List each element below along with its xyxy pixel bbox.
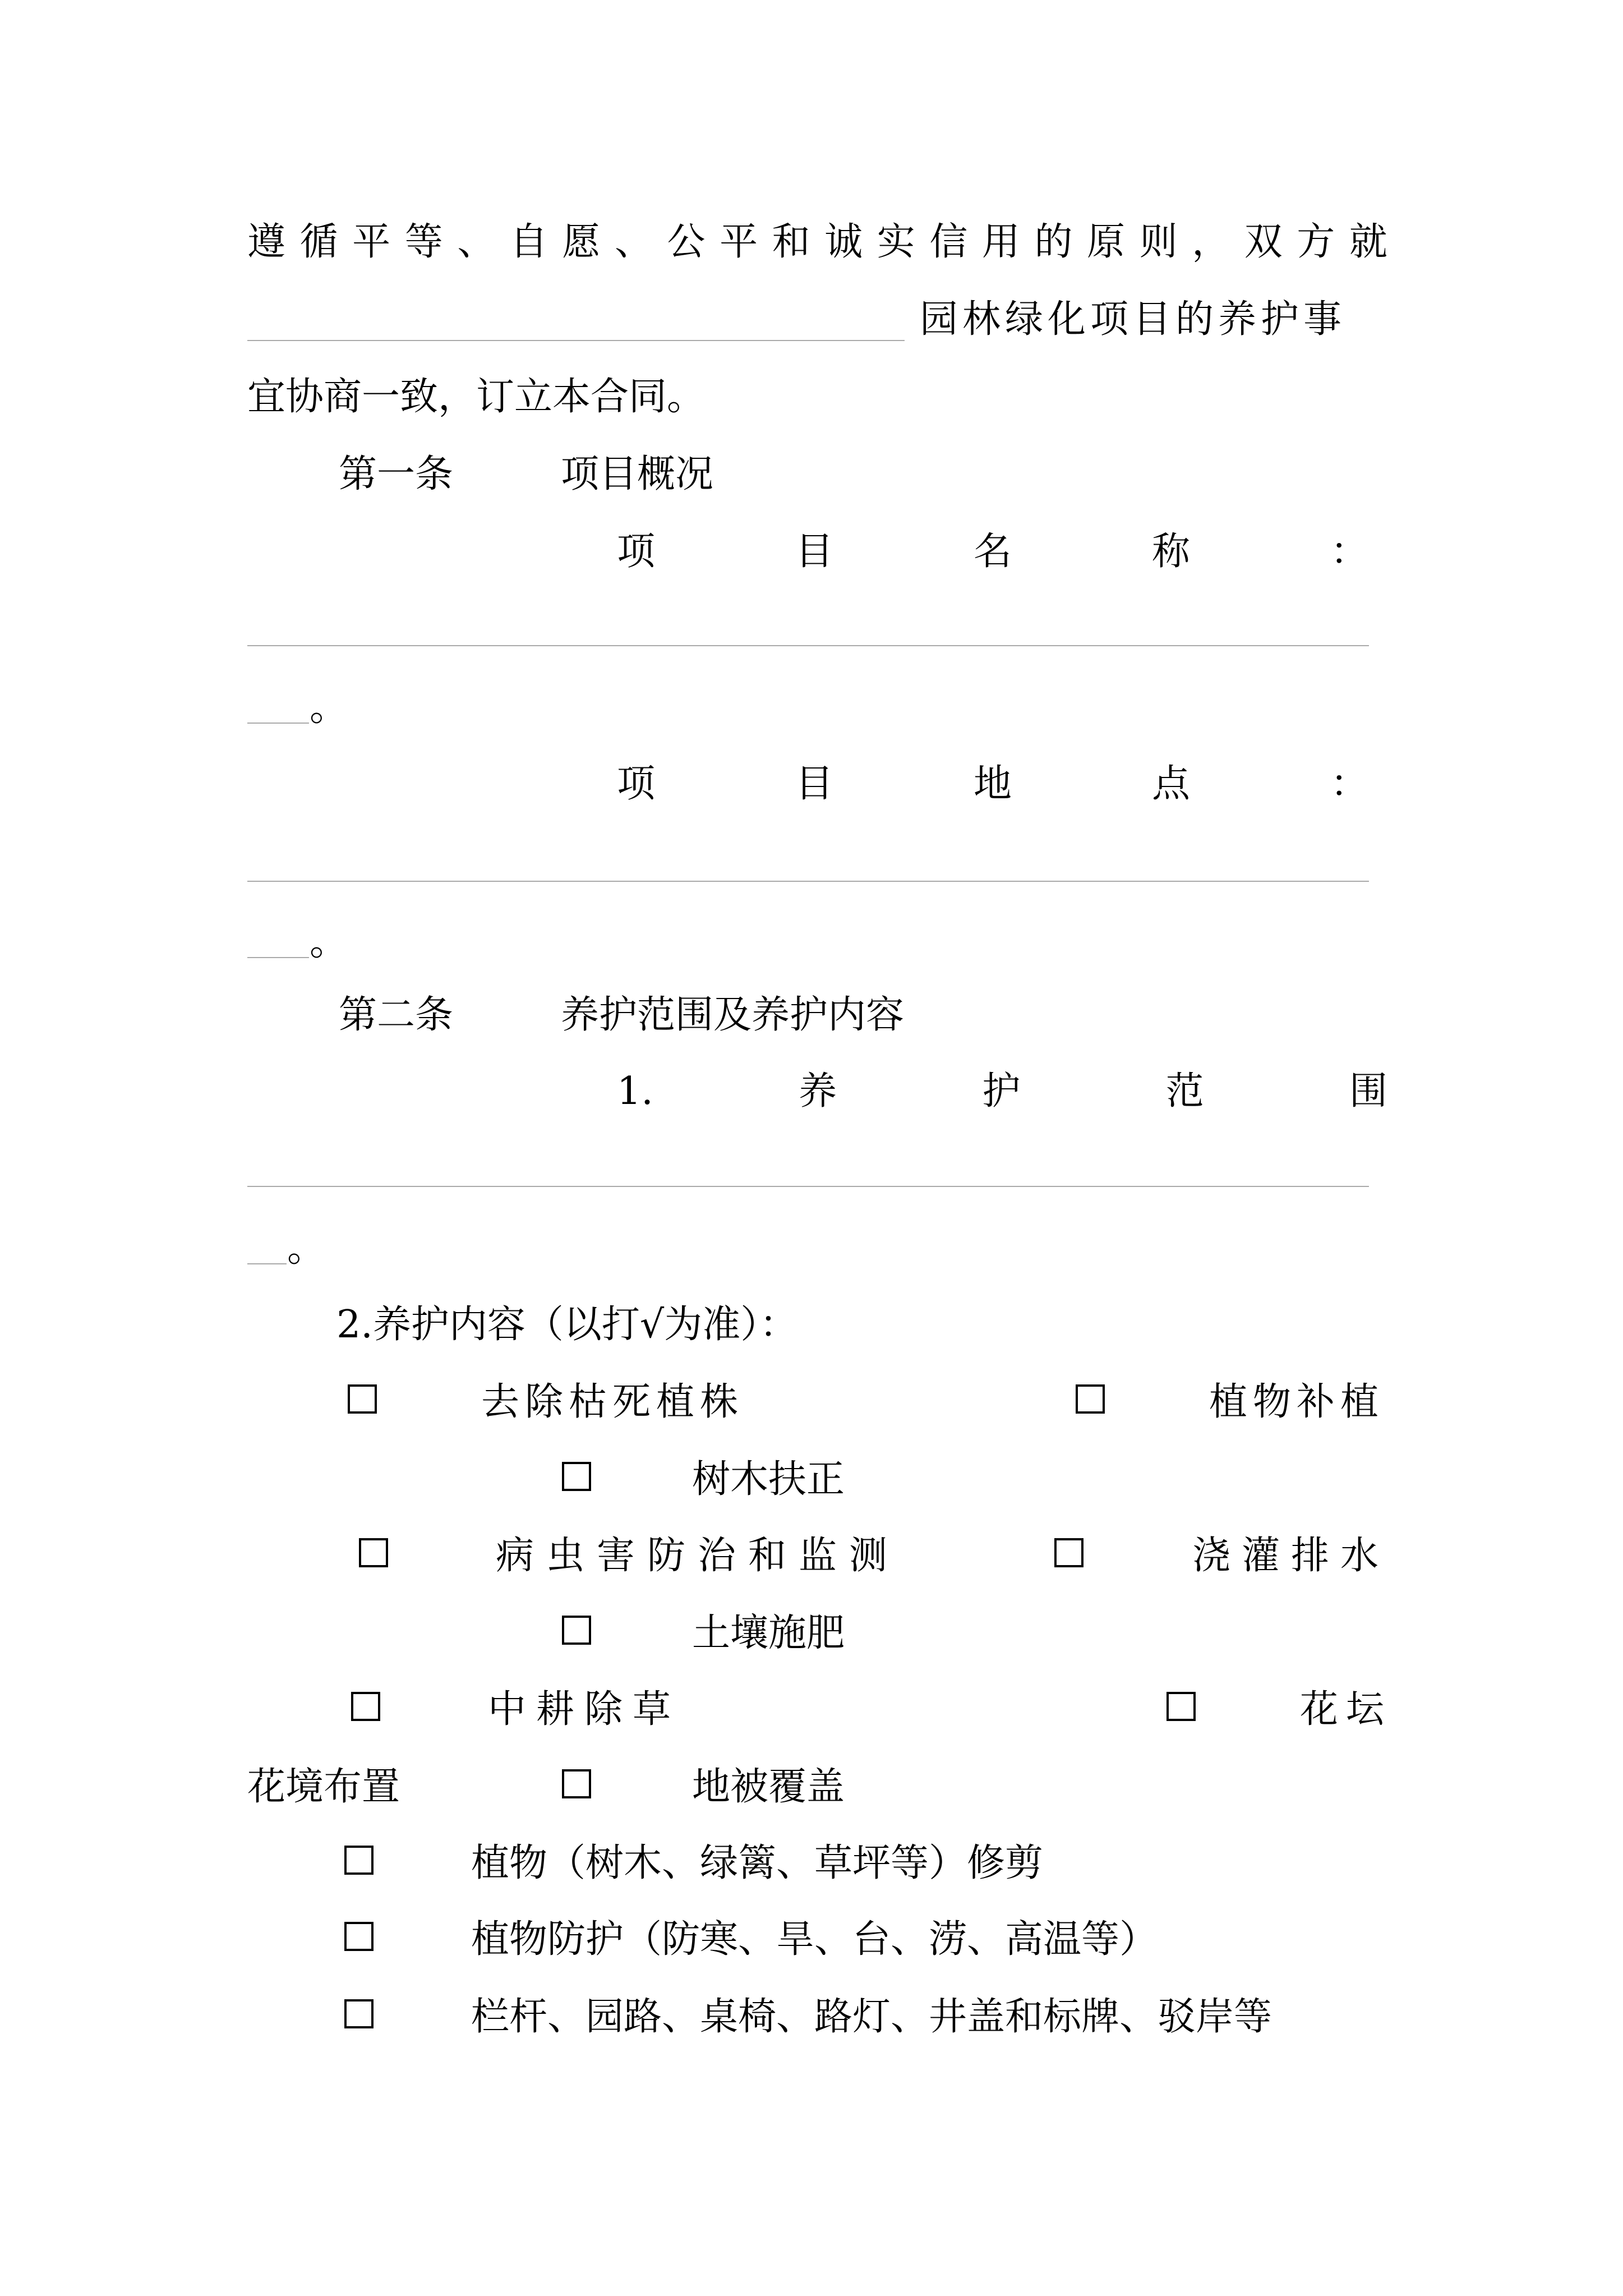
scope-label xyxy=(617,1069,1387,1114)
article-2-heading: 第二条 xyxy=(339,993,454,1037)
intro-line-1-char-20: 方 xyxy=(1297,220,1335,264)
item-facilities: 栏杆、园路、桌椅、路灯、井盖和标牌、驳岸等 xyxy=(471,1995,1272,2039)
intro-line-1-char-6: 愿 xyxy=(562,220,601,264)
project-location-label-char-2: 地 xyxy=(973,762,1012,806)
intro-line-1-char-15: 的 xyxy=(1034,220,1073,264)
item-ground-cover: 地被覆盖 xyxy=(692,1765,845,1809)
item-weeding: 中耕除草 xyxy=(488,1687,681,1732)
intro-line-1-char-7: 、 xyxy=(614,220,653,264)
checkbox-straighten[interactable] xyxy=(562,1462,591,1491)
checkbox-facilities[interactable] xyxy=(344,1999,374,2028)
scope-label-part-0: 1. xyxy=(617,1069,653,1114)
project-location-label-char-1: 目 xyxy=(795,762,833,806)
project-name-label xyxy=(617,530,1368,574)
article-2-title: 养护范围及养护内容 xyxy=(561,993,905,1037)
intro-line-1-char-4: 、 xyxy=(457,220,496,264)
intro-line-2: 园林绿化项目的养护事 xyxy=(920,297,1347,342)
checkbox-fertilize[interactable] xyxy=(562,1616,591,1645)
content-title: 2.养护内容（以打√为准）： xyxy=(336,1303,798,1347)
project-location-period: 。 xyxy=(310,920,348,964)
item-flower-bed-b: 花境布置 xyxy=(247,1765,400,1809)
checkbox-protection[interactable] xyxy=(344,1922,374,1951)
intro-line-1-char-10: 和 xyxy=(772,220,810,264)
intro-line-1-char-2: 平 xyxy=(352,220,391,264)
project-name-period: 。 xyxy=(310,685,348,730)
intro-line-1-char-16: 原 xyxy=(1087,220,1126,264)
checkbox-weeding[interactable] xyxy=(351,1692,380,1721)
intro-line-1-char-9: 平 xyxy=(720,220,758,264)
project-location-field[interactable] xyxy=(247,881,1369,882)
intro-line-1-char-5: 自 xyxy=(509,220,548,264)
intro-line-1-char-8: 公 xyxy=(667,220,706,264)
scope-label-part-3: 范 xyxy=(1165,1069,1204,1114)
intro-line-1-char-1: 循 xyxy=(299,220,338,264)
item-pruning: 植物（树木、绿篱、草坪等）修剪 xyxy=(471,1841,1044,1885)
project-location-field-tail[interactable] xyxy=(247,957,309,958)
intro-line-1-char-0: 遵 xyxy=(247,220,286,264)
item-fertilize: 土壤施肥 xyxy=(692,1611,845,1655)
scope-label-part-2: 护 xyxy=(982,1069,1021,1114)
project-name-field[interactable] xyxy=(247,645,1369,646)
project-name-label-char-1: 目 xyxy=(795,530,833,574)
checkbox-replant[interactable] xyxy=(1076,1384,1105,1414)
scope-period: 。 xyxy=(287,1226,326,1271)
project-name-blank-inline[interactable] xyxy=(247,340,905,341)
item-irrigation: 浇灌排水 xyxy=(1192,1534,1390,1578)
article-1-heading: 第一条 xyxy=(339,452,454,496)
intro-line-1-char-19: 双 xyxy=(1244,220,1283,264)
project-name-field-tail[interactable] xyxy=(247,723,309,724)
intro-line-1-char-18: ， xyxy=(1192,220,1230,264)
checkbox-pruning[interactable] xyxy=(344,1846,374,1875)
checkbox-ground-cover[interactable] xyxy=(562,1769,591,1798)
project-location-label-char-3: 点 xyxy=(1151,762,1190,806)
scope-label-part-1: 养 xyxy=(799,1069,837,1114)
item-pest-control: 病虫害防治和监测 xyxy=(496,1534,900,1578)
intro-line-1-char-14: 用 xyxy=(981,220,1020,264)
scope-field-tail[interactable] xyxy=(247,1263,287,1264)
scope-label-part-4: 围 xyxy=(1349,1069,1387,1114)
item-remove-dead: 去除枯死植株 xyxy=(481,1380,744,1424)
checkbox-pest-control[interactable] xyxy=(359,1538,388,1567)
checkbox-irrigation[interactable] xyxy=(1054,1538,1083,1567)
intro-line-1-char-13: 信 xyxy=(929,220,968,264)
project-name-label-char-3: 称 xyxy=(1151,530,1190,574)
project-location-label xyxy=(617,762,1368,807)
intro-line-1-char-3: 等 xyxy=(404,220,443,264)
item-replant: 植物补植 xyxy=(1209,1380,1385,1424)
project-location-label-char-4: ： xyxy=(1330,762,1368,806)
project-name-label-char-2: 名 xyxy=(973,530,1012,574)
project-location-label-char-0: 项 xyxy=(617,762,656,806)
intro-line-1-char-21: 就 xyxy=(1349,220,1387,264)
item-protection: 植物防护（防寒、旱、台、涝、高温等） xyxy=(471,1917,1158,1962)
project-name-label-char-0: 项 xyxy=(617,530,656,574)
checkbox-remove-dead[interactable] xyxy=(348,1384,377,1414)
item-straighten: 树木扶正 xyxy=(692,1457,845,1502)
item-flower-bed-a: 花坛 xyxy=(1300,1687,1393,1732)
intro-line-1-char-17: 则 xyxy=(1139,220,1178,264)
intro-line-3: 宜协商一致，订立本合同。 xyxy=(247,375,706,419)
scope-field[interactable] xyxy=(247,1186,1369,1187)
article-1-title: 项目概况 xyxy=(561,452,714,496)
intro-line-1-char-11: 诚 xyxy=(824,220,863,264)
intro-line-1-char-12: 实 xyxy=(877,220,915,264)
checkbox-flower-bed[interactable] xyxy=(1166,1692,1196,1721)
project-name-label-char-4: ： xyxy=(1330,530,1368,574)
intro-line-1 xyxy=(247,220,1387,265)
